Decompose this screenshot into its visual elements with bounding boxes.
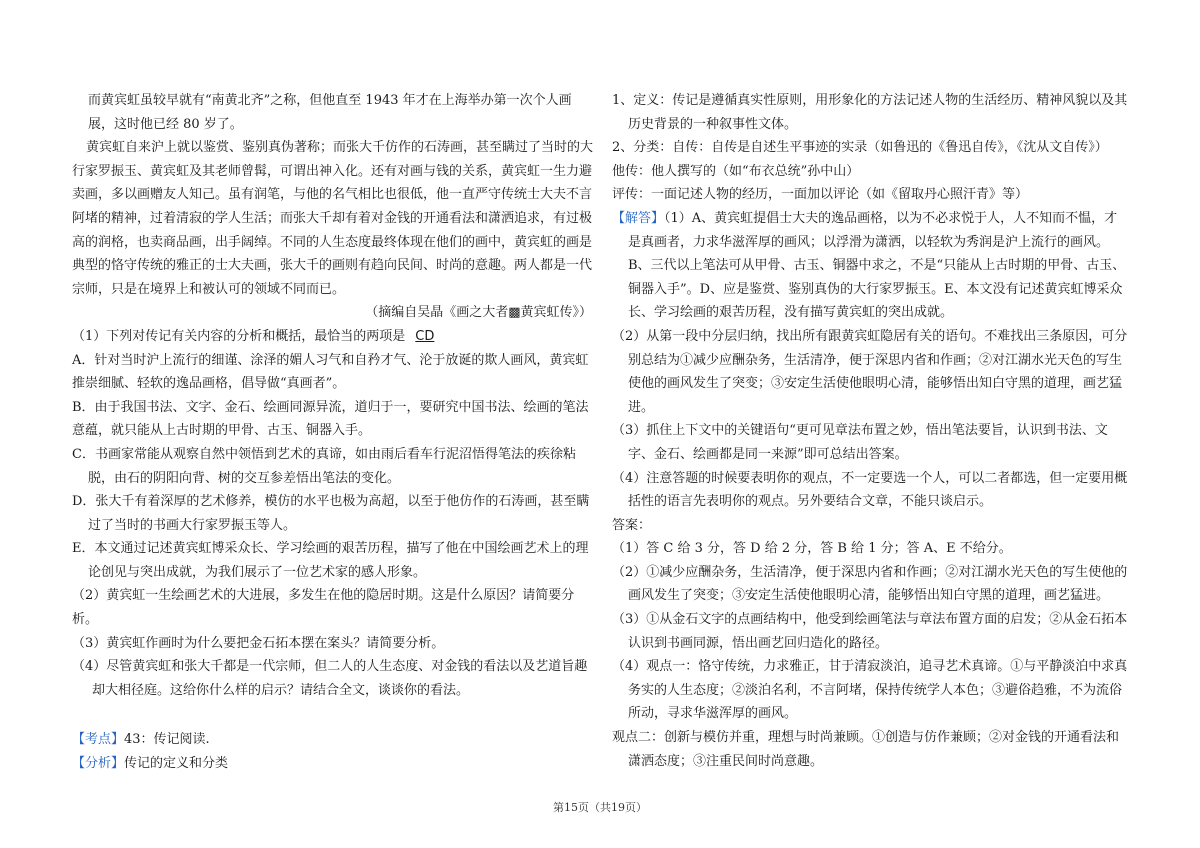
jieda-tag: 【解答】: [612, 210, 665, 226]
fenxi-line: [72, 752, 594, 776]
question-2: （2）黄宾虹一生绘画艺术的大进展，多发生在他的隐居时期。这是什么原因？请简要分析。: [72, 588, 575, 628]
fenxi-text: 传记的定义和分类: [124, 756, 229, 772]
jieda-3: （3）抓住上下文中的关键语句“更可见章法布置之妙，悟出笔法要旨，认识到书法、文字、金石、绘画都是同一来源”即可总结出答案。: [612, 423, 1108, 462]
kaodian-text: 43：传记阅读.: [124, 732, 210, 748]
question-4: （4）尽管黄宾虹和张大千都是一代宗师，但二人的人生态度、对金钱的看法以及艺道旨趣却大相径庭。这给你什么样的启示？请结合全文，谈谈你的看法。: [72, 659, 588, 698]
passage-paragraph-1: 而黄宾虹虽较早就有“南黄北齐”之称，但他直至 1943 年才在上海举办第一次个人画展，这时他已经 80 岁了。: [88, 93, 572, 132]
answer-4: （4）观点一：恪守传统，力求雅正，甘于清寂淡泊，追寻艺术真谛。①与平静淡泊中求真务实的人生态度；②淡泊名利，不言阿堵，保持传统学人本色；③避俗趋雅，不为流俗所动，寻求华滋浑厚的画风。: [612, 659, 1128, 722]
kaodian-line: [72, 728, 594, 752]
fenxi-tag: 【分析】: [72, 756, 125, 772]
question-1: [72, 325, 594, 349]
answer-1: （1）答 C 给 3 分，答 D 给 2 分，答 B 给 1 分；答 A、E 不给分。: [612, 541, 1012, 557]
answer-5: 观点二：创新与模仿并重，理想与时尚兼顾。①创造与仿作兼顾；②对金钱的开通看法和潇洒态度；③注重民间时尚意趣。: [612, 730, 1120, 769]
definition-line: 1、定义：传记是遵循真实性原则，用形象化的方法记述人物的生活经历、精神风貌以及其历史背景的一种叙事性文体。: [612, 93, 1128, 132]
left-column: [72, 89, 594, 776]
answer-heading: 答案：: [612, 517, 652, 533]
jieda-1: [612, 207, 1130, 325]
spacer: [72, 702, 594, 728]
question-1-text: （1）下列对传记有关内容的分析和概括，最恰当的两项是: [72, 328, 406, 344]
jieda-2: （2）从第一段中分层归纳，找出所有跟黄宾虹隐居有关的语句。不难找出三条原因，可分别总结为①减少应酬杂务，生活清净，便于深思内省和作画；②对江湖水光天色的写生使他的画风发生了突变；③安定生活使他眼明心清，能够悟出知白守黑的道理，画艺猛进。: [612, 328, 1128, 415]
passage-source: （摘编自吴晶《画之大者▩黄宾虹传》）: [365, 305, 592, 321]
question-1-answer: CD: [415, 328, 435, 344]
classification-line: 2、分类：自传：自传是自述生平事迹的实录（如鲁迅的《鲁迅自传》，《沈从文自传》）: [612, 140, 1108, 156]
critical-biography-line: 评传：一面记述人物的经历，一面加以评论（如《留取丹心照汗青》等）: [612, 187, 1029, 203]
jieda-1-text: （1）A、黄宾虹提倡士大夫的逸品画格，以为不必求悦于人，人不知而不愠，才是真画者，力求华滋浑厚的画风；以浮滑为潇洒，以轻软为秀润是沪上流行的画风。B、三代以上笔法可从甲骨、古玉、铜器中求之，不是“只能从上古时期的甲骨、古玉、铜器入手”。D、应是鉴赏、鉴别真伪的大行家罗振玉。E、本文没有记述黄宾虹博采众长、学习绘画的艰苦历程，没有描写黄宾虹的突出成就。: [628, 210, 1126, 321]
option-a: A．针对当时沪上流行的细谨、涂泽的媚人习气和自矜才气、沦于放诞的欺人画风，黄宾虹推崇细腻、轻软的逸品画格，倡导做“真画者”。: [72, 352, 589, 392]
passage-paragraph-2: 黄宾虹自来沪上就以鉴赏、鉴别真伪著称；而张大千仿作的石涛画，甚至瞒过了当时的大行家罗振玉、黄宾虹及其老师曾髯，可谓出神入化。还有对画与钱的关系，黄宾虹一生力避卖画，多以画赠友人知己。虽有润笔，与他的名气相比也很低，他一直严守传统士大夫不言阿堵的精神，过着清寂的学人生活；而张大千却有着对金钱的开通看法和潇洒追求，有过极高的润格，也卖商品画，出手阔绰。不同的人生态度最终体现在他们的画中，黄宾虹的画是典型的恪守传统的雅正的士大夫画，张大千的画则有趋向民间、时尚的意趣。两人都是一代宗师，只是在境界上和被认可的领域不同而已。: [72, 140, 594, 297]
other-biography-line: 他传：他人撰写的（如“布衣总统”孙中山）: [612, 163, 860, 179]
option-d: D．张大千有着深厚的艺术修养，模仿的水平也极为高超，以至于他仿作的石涛画，甚至瞒过了当时的书画大行家罗振玉等人。: [72, 494, 590, 533]
right-column: [612, 89, 1130, 773]
page-footer: 第15页（共19页）: [553, 801, 647, 814]
question-3: （3）黄宾虹作画时为什么要把金石拓本摆在案头？请简要分析。: [72, 635, 445, 651]
jieda-4: （4）注意答题的时候要表明你的观点，不一定要选一个人，可以二者都选，但一定要用概括性的语言先表明你的观点。另外要结合文章，不能只谈启示。: [612, 470, 1128, 510]
kaodian-tag: 【考点】: [72, 732, 125, 748]
option-e: E．本文通过记述黄宾虹博采众长、学习绘画的艰苦历程，描写了他在中国绘画艺术上的理论创见与突出成就，为我们展示了一位艺术家的感人形象。: [72, 541, 589, 580]
option-b: B．由于我国书法、文字、金石、绘画同源异流，道归于一，要研究中国书法、绘画的笔法意蕴，就只能从上古时期的甲骨、古玉、铜器入手。: [72, 399, 589, 439]
option-c: C．书画家常能从观察自然中领悟到艺术的真谛，如由雨后看车行泥沼悟得笔法的疾徐粘脱，由石的阴阳向背、树的交互参差悟出笔法的变化。: [72, 446, 576, 486]
answer-2: （2）①减少应酬杂务，生活清净，便于深思内省和作画；②对江湖水光天色的写生使他的画风发生了突变；③安定生活使他眼明心清，能够悟出知白守黑的道理，画艺猛进。: [612, 564, 1128, 604]
answer-3: （3）①从金石文字的点画结构中，他受到绘画笔法与章法布置方面的启发；②从金石拓本认识到书画同源，悟出画艺回归造化的路径。: [612, 612, 1128, 651]
